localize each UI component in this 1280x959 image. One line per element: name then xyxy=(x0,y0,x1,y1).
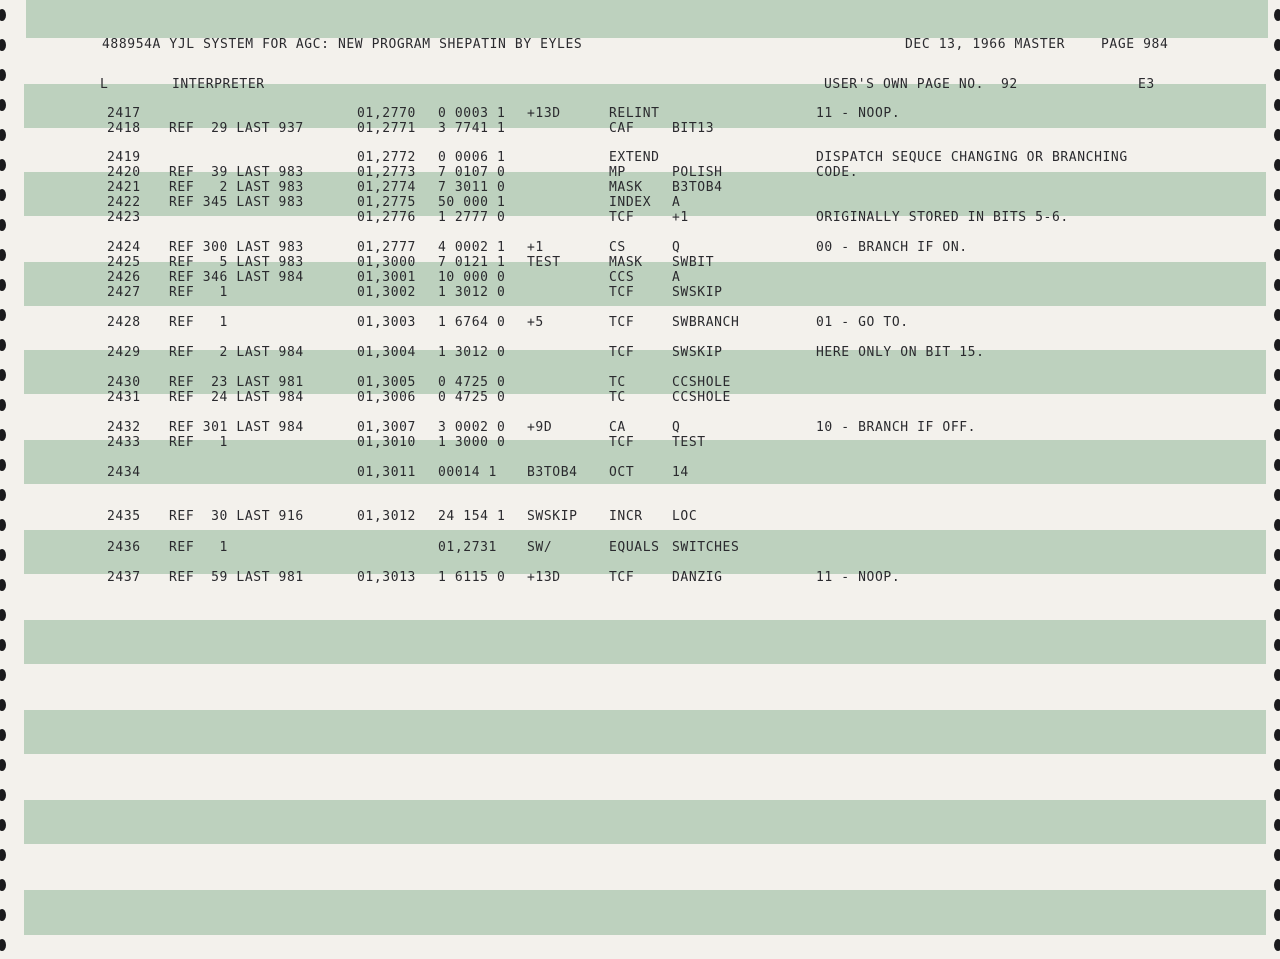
address: 01,3007 xyxy=(357,420,416,435)
tractor-hole xyxy=(0,9,6,21)
tractor-hole xyxy=(1274,639,1280,651)
label: +9D xyxy=(527,420,553,435)
tractor-hole xyxy=(0,549,6,561)
operand: SWITCHES xyxy=(672,540,740,555)
tractor-hole xyxy=(1274,669,1280,681)
opcode: INCR xyxy=(609,509,643,524)
operand: CCSHOLE xyxy=(672,390,731,405)
opcode: TCF xyxy=(609,285,635,300)
opcode: EQUALS xyxy=(609,540,660,555)
operand: SWSKIP xyxy=(672,345,723,360)
tractor-hole xyxy=(0,939,6,951)
comment: ORIGINALLY STORED IN BITS 5-6. xyxy=(816,210,1069,225)
address: 01,2777 xyxy=(357,240,416,255)
octal-word: 0 4725 0 xyxy=(438,390,506,405)
tractor-hole xyxy=(0,69,6,81)
label: +13D xyxy=(527,106,561,121)
line-number: 2417 xyxy=(107,106,141,121)
user-page-number: USER'S OWN PAGE NO. 92 xyxy=(824,77,1018,92)
tractor-hole xyxy=(1274,219,1280,231)
octal-word: 0 4725 0 xyxy=(438,375,506,390)
line-number: 2434 xyxy=(107,465,141,480)
ref-info: REF 301 LAST 984 xyxy=(169,420,304,435)
tractor-hole xyxy=(0,99,6,111)
line-number: 2422 xyxy=(107,195,141,210)
greenbar-band xyxy=(26,0,1268,38)
ref-info: REF 345 LAST 983 xyxy=(169,195,304,210)
line-number: 2431 xyxy=(107,390,141,405)
tractor-hole xyxy=(0,129,6,141)
tractor-hole xyxy=(1274,729,1280,741)
ref-info: REF 23 LAST 981 xyxy=(169,375,304,390)
comment: 00 - BRANCH IF ON. xyxy=(816,240,968,255)
octal-word: 1 2777 0 xyxy=(438,210,506,225)
tractor-hole xyxy=(0,699,6,711)
greenbar-band xyxy=(24,710,1266,754)
octal-word: 24 154 1 xyxy=(438,509,506,524)
ref-info: REF 1 xyxy=(169,285,228,300)
address: 01,3004 xyxy=(357,345,416,360)
tractor-hole xyxy=(1274,399,1280,411)
line-number: 2425 xyxy=(107,255,141,270)
tractor-hole xyxy=(0,639,6,651)
octal-word: 1 3000 0 xyxy=(438,435,506,450)
line-number: 2424 xyxy=(107,240,141,255)
octal-word: 1 6115 0 xyxy=(438,570,506,585)
ref-info: REF 24 LAST 984 xyxy=(169,390,304,405)
opcode: TCF xyxy=(609,570,635,585)
line-number: 2423 xyxy=(107,210,141,225)
tractor-hole xyxy=(1274,39,1280,51)
tractor-hole xyxy=(1274,699,1280,711)
greenbar-band xyxy=(24,890,1266,935)
operand: A xyxy=(672,270,681,285)
tractor-hole xyxy=(1274,579,1280,591)
line-number: 2437 xyxy=(107,570,141,585)
octal-word: 00014 1 xyxy=(438,465,497,480)
tractor-hole xyxy=(1274,609,1280,621)
octal-word: 7 0121 1 xyxy=(438,255,506,270)
address: 01,3011 xyxy=(357,465,416,480)
ref-info: REF 39 LAST 983 xyxy=(169,165,304,180)
tractor-hole xyxy=(1274,369,1280,381)
address: 01,2774 xyxy=(357,180,416,195)
section-name: INTERPRETER xyxy=(172,77,265,92)
opcode: OCT xyxy=(609,465,635,480)
opcode: MASK xyxy=(609,255,643,270)
octal-word: 01,2731 xyxy=(438,540,497,555)
comment: HERE ONLY ON BIT 15. xyxy=(816,345,985,360)
ref-info: REF 59 LAST 981 xyxy=(169,570,304,585)
operand: TEST xyxy=(672,435,706,450)
line-number: 2427 xyxy=(107,285,141,300)
line-number: 2418 xyxy=(107,121,141,136)
address: 01,3003 xyxy=(357,315,416,330)
address: 01,2775 xyxy=(357,195,416,210)
comment: CODE. xyxy=(816,165,859,180)
tractor-hole xyxy=(0,729,6,741)
tractor-hole xyxy=(1274,189,1280,201)
operand: +1 xyxy=(672,210,689,225)
tractor-hole xyxy=(1274,909,1280,921)
line-number: 2420 xyxy=(107,165,141,180)
tractor-hole xyxy=(0,489,6,501)
tractor-hole xyxy=(0,309,6,321)
octal-word: 4 0002 1 xyxy=(438,240,506,255)
tractor-hole xyxy=(0,669,6,681)
operand: CCSHOLE xyxy=(672,375,731,390)
line-number: 2421 xyxy=(107,180,141,195)
ref-info: REF 1 xyxy=(169,315,228,330)
tractor-hole xyxy=(1274,69,1280,81)
comment: DISPATCH SEQUCE CHANGING OR BRANCHING xyxy=(816,150,1128,165)
comment: 11 - NOOP. xyxy=(816,106,901,121)
line-number: 2419 xyxy=(107,150,141,165)
address: 01,3013 xyxy=(357,570,416,585)
operand: Q xyxy=(672,420,681,435)
tractor-hole xyxy=(1274,879,1280,891)
opcode: CAF xyxy=(609,121,635,136)
address: 01,2770 xyxy=(357,106,416,121)
operand: A xyxy=(672,195,681,210)
address: 01,3002 xyxy=(357,285,416,300)
tractor-hole xyxy=(0,39,6,51)
tractor-hole xyxy=(1274,339,1280,351)
label: +5 xyxy=(527,315,544,330)
line-number: 2426 xyxy=(107,270,141,285)
tractor-hole xyxy=(0,849,6,861)
tractor-hole xyxy=(1274,9,1280,21)
operand: POLISH xyxy=(672,165,723,180)
tractor-hole xyxy=(0,159,6,171)
tractor-hole xyxy=(0,879,6,891)
octal-word: 3 0002 0 xyxy=(438,420,506,435)
octal-word: 10 000 0 xyxy=(438,270,506,285)
greenbar-band xyxy=(24,800,1266,844)
address: 01,3001 xyxy=(357,270,416,285)
operand: LOC xyxy=(672,509,698,524)
tractor-hole xyxy=(0,759,6,771)
octal-word: 50 000 1 xyxy=(438,195,506,210)
opcode: MP xyxy=(609,165,626,180)
opcode: TC xyxy=(609,390,626,405)
address: 01,3010 xyxy=(357,435,416,450)
tractor-hole xyxy=(1274,759,1280,771)
listing-title: 488954A YJL SYSTEM FOR AGC: NEW PROGRAM SHEPATIN BY EYLES xyxy=(102,37,583,52)
ref-info: REF 2 LAST 983 xyxy=(169,180,304,195)
octal-word: 0 0006 1 xyxy=(438,150,506,165)
tractor-hole xyxy=(0,819,6,831)
tractor-hole xyxy=(1274,279,1280,291)
label: B3TOB4 xyxy=(527,465,578,480)
opcode: CS xyxy=(609,240,626,255)
operand: B3TOB4 xyxy=(672,180,723,195)
address: 01,3006 xyxy=(357,390,416,405)
line-number: 2433 xyxy=(107,435,141,450)
ref-info: REF 300 LAST 983 xyxy=(169,240,304,255)
address: 01,2772 xyxy=(357,150,416,165)
tractor-hole xyxy=(1274,129,1280,141)
address: 01,3000 xyxy=(357,255,416,270)
octal-word: 7 3011 0 xyxy=(438,180,506,195)
tractor-hole xyxy=(0,249,6,261)
address: 01,3012 xyxy=(357,509,416,524)
tractor-hole xyxy=(0,459,6,471)
tractor-hole xyxy=(0,429,6,441)
tractor-hole xyxy=(1274,549,1280,561)
opcode: MASK xyxy=(609,180,643,195)
tractor-hole xyxy=(1274,459,1280,471)
tractor-hole xyxy=(1274,819,1280,831)
address: 01,2776 xyxy=(357,210,416,225)
section-letter: L xyxy=(100,77,109,92)
ref-info: REF 29 LAST 937 xyxy=(169,121,304,136)
octal-word: 7 0107 0 xyxy=(438,165,506,180)
line-number: 2432 xyxy=(107,420,141,435)
tractor-hole xyxy=(0,789,6,801)
operand: Q xyxy=(672,240,681,255)
tractor-hole xyxy=(0,399,6,411)
label: +1 xyxy=(527,240,544,255)
operand: SWBIT xyxy=(672,255,715,270)
label: TEST xyxy=(527,255,561,270)
tractor-hole xyxy=(1274,939,1280,951)
listing-code: E3 xyxy=(1138,77,1155,92)
address: 01,2771 xyxy=(357,121,416,136)
line-number: 2429 xyxy=(107,345,141,360)
tractor-hole xyxy=(0,609,6,621)
opcode: TC xyxy=(609,375,626,390)
octal-word: 3 7741 1 xyxy=(438,121,506,136)
tractor-hole xyxy=(0,219,6,231)
octal-word: 1 3012 0 xyxy=(438,345,506,360)
tractor-hole xyxy=(1274,249,1280,261)
operand: DANZIG xyxy=(672,570,723,585)
operand: SWSKIP xyxy=(672,285,723,300)
opcode: TCF xyxy=(609,315,635,330)
comment: 10 - BRANCH IF OFF. xyxy=(816,420,977,435)
opcode: EXTEND xyxy=(609,150,660,165)
tractor-hole xyxy=(0,279,6,291)
opcode: TCF xyxy=(609,435,635,450)
line-number: 2435 xyxy=(107,509,141,524)
label: SW/ xyxy=(527,540,553,555)
listing-date: DEC 13, 1966 MASTER xyxy=(905,37,1066,52)
greenbar-band xyxy=(24,620,1266,664)
ref-info: REF 1 xyxy=(169,540,228,555)
opcode: TCF xyxy=(609,210,635,225)
line-number: 2436 xyxy=(107,540,141,555)
label: +13D xyxy=(527,570,561,585)
opcode: CA xyxy=(609,420,626,435)
tractor-hole xyxy=(0,369,6,381)
page-number: PAGE 984 xyxy=(1101,37,1169,52)
address: 01,3005 xyxy=(357,375,416,390)
line-number: 2430 xyxy=(107,375,141,390)
ref-info: REF 5 LAST 983 xyxy=(169,255,304,270)
ref-info: REF 1 xyxy=(169,435,228,450)
opcode: INDEX xyxy=(609,195,652,210)
ref-info: REF 30 LAST 916 xyxy=(169,509,304,524)
line-number: 2428 xyxy=(107,315,141,330)
address: 01,2773 xyxy=(357,165,416,180)
opcode: TCF xyxy=(609,345,635,360)
octal-word: 1 6764 0 xyxy=(438,315,506,330)
comment: 01 - GO TO. xyxy=(816,315,909,330)
operand: BIT13 xyxy=(672,121,715,136)
tractor-hole xyxy=(1274,159,1280,171)
tractor-hole xyxy=(1274,309,1280,321)
tractor-hole xyxy=(0,519,6,531)
ref-info: REF 346 LAST 984 xyxy=(169,270,304,285)
tractor-hole xyxy=(0,909,6,921)
octal-word: 1 3012 0 xyxy=(438,285,506,300)
tractor-hole xyxy=(1274,789,1280,801)
operand: 14 xyxy=(672,465,689,480)
label: SWSKIP xyxy=(527,509,578,524)
octal-word: 0 0003 1 xyxy=(438,106,506,121)
tractor-hole xyxy=(0,189,6,201)
tractor-hole xyxy=(1274,489,1280,501)
tractor-hole xyxy=(1274,429,1280,441)
tractor-hole xyxy=(1274,519,1280,531)
opcode: CCS xyxy=(609,270,635,285)
tractor-hole xyxy=(0,579,6,591)
opcode: RELINT xyxy=(609,106,660,121)
ref-info: REF 2 LAST 984 xyxy=(169,345,304,360)
tractor-hole xyxy=(1274,849,1280,861)
operand: SWBRANCH xyxy=(672,315,740,330)
comment: 11 - NOOP. xyxy=(816,570,901,585)
tractor-hole xyxy=(0,339,6,351)
tractor-hole xyxy=(1274,99,1280,111)
